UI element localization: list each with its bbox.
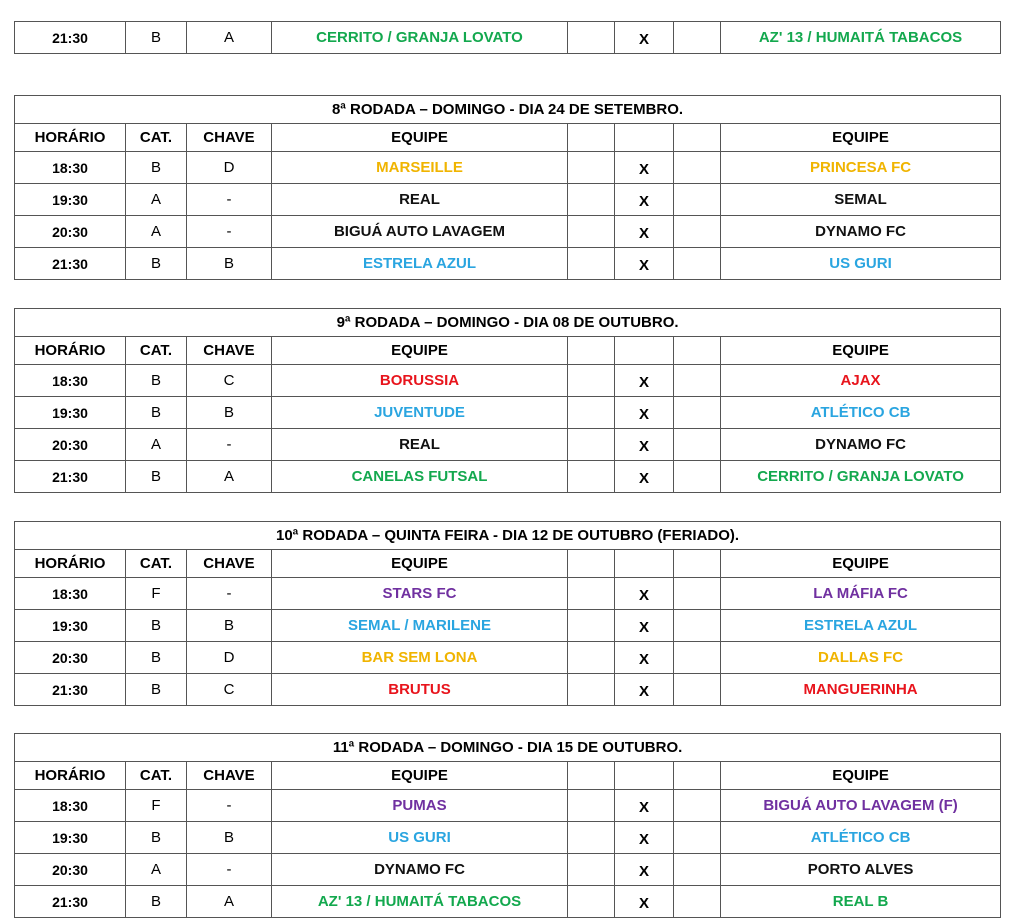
blank-cell xyxy=(568,578,615,610)
blank-cell xyxy=(615,550,674,578)
blank-cell xyxy=(674,610,721,642)
round-table xyxy=(14,521,1001,706)
blank-cell xyxy=(674,124,721,152)
match-category: B xyxy=(126,642,187,674)
versus-mark: X xyxy=(615,397,674,429)
blank-cell xyxy=(568,886,615,918)
match-category: A xyxy=(126,429,187,461)
match-chave: - xyxy=(187,429,272,461)
blank-cell xyxy=(568,642,615,674)
header-chave: CHAVE xyxy=(187,762,272,790)
match-category: B xyxy=(126,22,187,54)
versus-mark: X xyxy=(615,461,674,493)
versus-mark: X xyxy=(615,365,674,397)
match-chave: D xyxy=(187,152,272,184)
away-team: ATLÉTICO CB xyxy=(721,397,1001,429)
away-team: ATLÉTICO CB xyxy=(721,822,1001,854)
match-category: B xyxy=(126,674,187,706)
round-title: 11ª RODADA – DOMINGO - DIA 15 DE OUTUBRO. xyxy=(15,734,1001,762)
blank-cell xyxy=(674,365,721,397)
match-row xyxy=(15,216,1001,248)
blank-cell xyxy=(568,762,615,790)
away-team: REAL B xyxy=(721,886,1001,918)
match-row xyxy=(15,365,1001,397)
match-time: 18:30 xyxy=(15,578,126,610)
match-chave: A xyxy=(187,22,272,54)
home-team: MARSEILLE xyxy=(272,152,568,184)
match-chave: C xyxy=(187,674,272,706)
match-row xyxy=(15,248,1001,280)
blank-cell xyxy=(674,22,721,54)
away-team: AJAX xyxy=(721,365,1001,397)
blank-cell xyxy=(568,248,615,280)
match-row xyxy=(15,152,1001,184)
header-away-team: EQUIPE xyxy=(721,337,1001,365)
blank-cell xyxy=(674,550,721,578)
match-row xyxy=(15,22,1001,54)
header-row xyxy=(15,762,1001,790)
header-time: HORÁRIO xyxy=(15,762,126,790)
match-row xyxy=(15,461,1001,493)
blank-cell xyxy=(568,610,615,642)
home-team: BRUTUS xyxy=(272,674,568,706)
match-category: A xyxy=(126,854,187,886)
blank-cell xyxy=(674,642,721,674)
match-chave: A xyxy=(187,461,272,493)
header-category: CAT. xyxy=(126,337,187,365)
blank-cell xyxy=(568,184,615,216)
match-category: B xyxy=(126,152,187,184)
blank-cell xyxy=(568,429,615,461)
round-table xyxy=(14,733,1001,918)
home-team: REAL xyxy=(272,429,568,461)
match-category: F xyxy=(126,578,187,610)
blank-cell xyxy=(615,337,674,365)
match-time: 21:30 xyxy=(15,674,126,706)
match-time: 20:30 xyxy=(15,642,126,674)
header-row xyxy=(15,124,1001,152)
home-team: REAL xyxy=(272,184,568,216)
blank-cell xyxy=(674,674,721,706)
versus-mark: X xyxy=(615,216,674,248)
header-category: CAT. xyxy=(126,124,187,152)
match-category: F xyxy=(126,790,187,822)
home-team: BORUSSIA xyxy=(272,365,568,397)
versus-mark: X xyxy=(615,822,674,854)
versus-mark: X xyxy=(615,610,674,642)
versus-mark: X xyxy=(615,22,674,54)
match-chave: B xyxy=(187,610,272,642)
match-time: 18:30 xyxy=(15,152,126,184)
away-team: LA MÁFIA FC xyxy=(721,578,1001,610)
match-time: 21:30 xyxy=(15,886,126,918)
home-team: JUVENTUDE xyxy=(272,397,568,429)
header-chave: CHAVE xyxy=(187,337,272,365)
blank-cell xyxy=(674,762,721,790)
away-team: ESTRELA AZUL xyxy=(721,610,1001,642)
versus-mark: X xyxy=(615,184,674,216)
match-row xyxy=(15,822,1001,854)
home-team: DYNAMO FC xyxy=(272,854,568,886)
match-time: 21:30 xyxy=(15,248,126,280)
blank-cell xyxy=(568,152,615,184)
blank-cell xyxy=(674,578,721,610)
header-category: CAT. xyxy=(126,762,187,790)
match-row xyxy=(15,674,1001,706)
blank-cell xyxy=(615,124,674,152)
home-team: STARS FC xyxy=(272,578,568,610)
blank-cell xyxy=(568,461,615,493)
blank-cell xyxy=(568,365,615,397)
match-category: A xyxy=(126,184,187,216)
blank-cell xyxy=(615,762,674,790)
blank-cell xyxy=(674,248,721,280)
header-home-team: EQUIPE xyxy=(272,762,568,790)
match-row xyxy=(15,886,1001,918)
match-row xyxy=(15,397,1001,429)
header-time: HORÁRIO xyxy=(15,124,126,152)
away-team: SEMAL xyxy=(721,184,1001,216)
match-category: B xyxy=(126,248,187,280)
home-team: CERRITO / GRANJA LOVATO xyxy=(272,22,568,54)
away-team: BIGUÁ AUTO LAVAGEM (F) xyxy=(721,790,1001,822)
away-team: MANGUERINHA xyxy=(721,674,1001,706)
match-chave: - xyxy=(187,216,272,248)
blank-cell xyxy=(674,152,721,184)
away-team: DYNAMO FC xyxy=(721,216,1001,248)
blank-cell xyxy=(674,184,721,216)
blank-cell xyxy=(568,674,615,706)
blank-cell xyxy=(568,822,615,854)
header-home-team: EQUIPE xyxy=(272,124,568,152)
blank-cell xyxy=(568,854,615,886)
header-chave: CHAVE xyxy=(187,550,272,578)
blank-cell xyxy=(674,854,721,886)
versus-mark: X xyxy=(615,429,674,461)
match-chave: B xyxy=(187,822,272,854)
header-away-team: EQUIPE xyxy=(721,124,1001,152)
header-chave: CHAVE xyxy=(187,124,272,152)
away-team: DALLAS FC xyxy=(721,642,1001,674)
match-chave: D xyxy=(187,642,272,674)
away-team: PORTO ALVES xyxy=(721,854,1001,886)
home-team: PUMAS xyxy=(272,790,568,822)
home-team: AZ' 13 / HUMAITÁ TABACOS xyxy=(272,886,568,918)
match-time: 20:30 xyxy=(15,854,126,886)
match-time: 20:30 xyxy=(15,216,126,248)
match-time: 19:30 xyxy=(15,610,126,642)
home-team: ESTRELA AZUL xyxy=(272,248,568,280)
header-category: CAT. xyxy=(126,550,187,578)
home-team: CANELAS FUTSAL xyxy=(272,461,568,493)
match-chave: A xyxy=(187,886,272,918)
match-chave: B xyxy=(187,397,272,429)
round-table xyxy=(14,95,1001,280)
round-title: 9ª RODADA – DOMINGO - DIA 08 DE OUTUBRO. xyxy=(15,309,1001,337)
match-time: 21:30 xyxy=(15,22,126,54)
match-row xyxy=(15,184,1001,216)
match-category: B xyxy=(126,886,187,918)
match-category: B xyxy=(126,461,187,493)
match-chave: C xyxy=(187,365,272,397)
round-title-row xyxy=(15,96,1001,124)
blank-cell xyxy=(674,429,721,461)
blank-cell xyxy=(674,790,721,822)
match-row xyxy=(15,790,1001,822)
top-partial-table xyxy=(14,21,1001,54)
match-row xyxy=(15,578,1001,610)
match-row xyxy=(15,429,1001,461)
blank-cell xyxy=(674,337,721,365)
blank-cell xyxy=(568,22,615,54)
versus-mark: X xyxy=(615,578,674,610)
versus-mark: X xyxy=(615,886,674,918)
header-time: HORÁRIO xyxy=(15,337,126,365)
match-time: 18:30 xyxy=(15,790,126,822)
match-row xyxy=(15,610,1001,642)
round-table xyxy=(14,308,1001,493)
versus-mark: X xyxy=(615,854,674,886)
match-chave: - xyxy=(187,854,272,886)
header-away-team: EQUIPE xyxy=(721,762,1001,790)
match-time: 19:30 xyxy=(15,184,126,216)
match-category: B xyxy=(126,610,187,642)
match-time: 18:30 xyxy=(15,365,126,397)
versus-mark: X xyxy=(615,642,674,674)
blank-cell xyxy=(674,886,721,918)
match-chave: - xyxy=(187,790,272,822)
blank-cell xyxy=(674,822,721,854)
header-time: HORÁRIO xyxy=(15,550,126,578)
away-team: PRINCESA FC xyxy=(721,152,1001,184)
blank-cell xyxy=(568,397,615,429)
home-team: US GURI xyxy=(272,822,568,854)
round-title-row xyxy=(15,309,1001,337)
match-category: B xyxy=(126,397,187,429)
round-title: 10ª RODADA – QUINTA FEIRA - DIA 12 DE OUTUBRO (FERIADO). xyxy=(15,522,1001,550)
match-chave: - xyxy=(187,578,272,610)
round-title: 8ª RODADA – DOMINGO - DIA 24 DE SETEMBRO. xyxy=(15,96,1001,124)
match-category: B xyxy=(126,822,187,854)
match-time: 21:30 xyxy=(15,461,126,493)
match-category: A xyxy=(126,216,187,248)
blank-cell xyxy=(568,337,615,365)
blank-cell xyxy=(568,216,615,248)
match-row xyxy=(15,642,1001,674)
blank-cell xyxy=(674,461,721,493)
away-team: DYNAMO FC xyxy=(721,429,1001,461)
round-title-row xyxy=(15,522,1001,550)
home-team: BAR SEM LONA xyxy=(272,642,568,674)
header-home-team: EQUIPE xyxy=(272,550,568,578)
blank-cell xyxy=(568,790,615,822)
match-time: 19:30 xyxy=(15,822,126,854)
away-team: AZ' 13 / HUMAITÁ TABACOS xyxy=(721,22,1001,54)
versus-mark: X xyxy=(615,152,674,184)
blank-cell xyxy=(674,216,721,248)
blank-cell xyxy=(674,397,721,429)
away-team: CERRITO / GRANJA LOVATO xyxy=(721,461,1001,493)
match-chave: - xyxy=(187,184,272,216)
away-team: US GURI xyxy=(721,248,1001,280)
home-team: BIGUÁ AUTO LAVAGEM xyxy=(272,216,568,248)
match-category: B xyxy=(126,365,187,397)
versus-mark: X xyxy=(615,674,674,706)
blank-cell xyxy=(568,124,615,152)
versus-mark: X xyxy=(615,790,674,822)
match-time: 20:30 xyxy=(15,429,126,461)
match-chave: B xyxy=(187,248,272,280)
blank-cell xyxy=(568,550,615,578)
match-row xyxy=(15,854,1001,886)
match-time: 19:30 xyxy=(15,397,126,429)
home-team: SEMAL / MARILENE xyxy=(272,610,568,642)
header-row xyxy=(15,550,1001,578)
header-away-team: EQUIPE xyxy=(721,550,1001,578)
round-title-row xyxy=(15,734,1001,762)
versus-mark: X xyxy=(615,248,674,280)
header-row xyxy=(15,337,1001,365)
header-home-team: EQUIPE xyxy=(272,337,568,365)
